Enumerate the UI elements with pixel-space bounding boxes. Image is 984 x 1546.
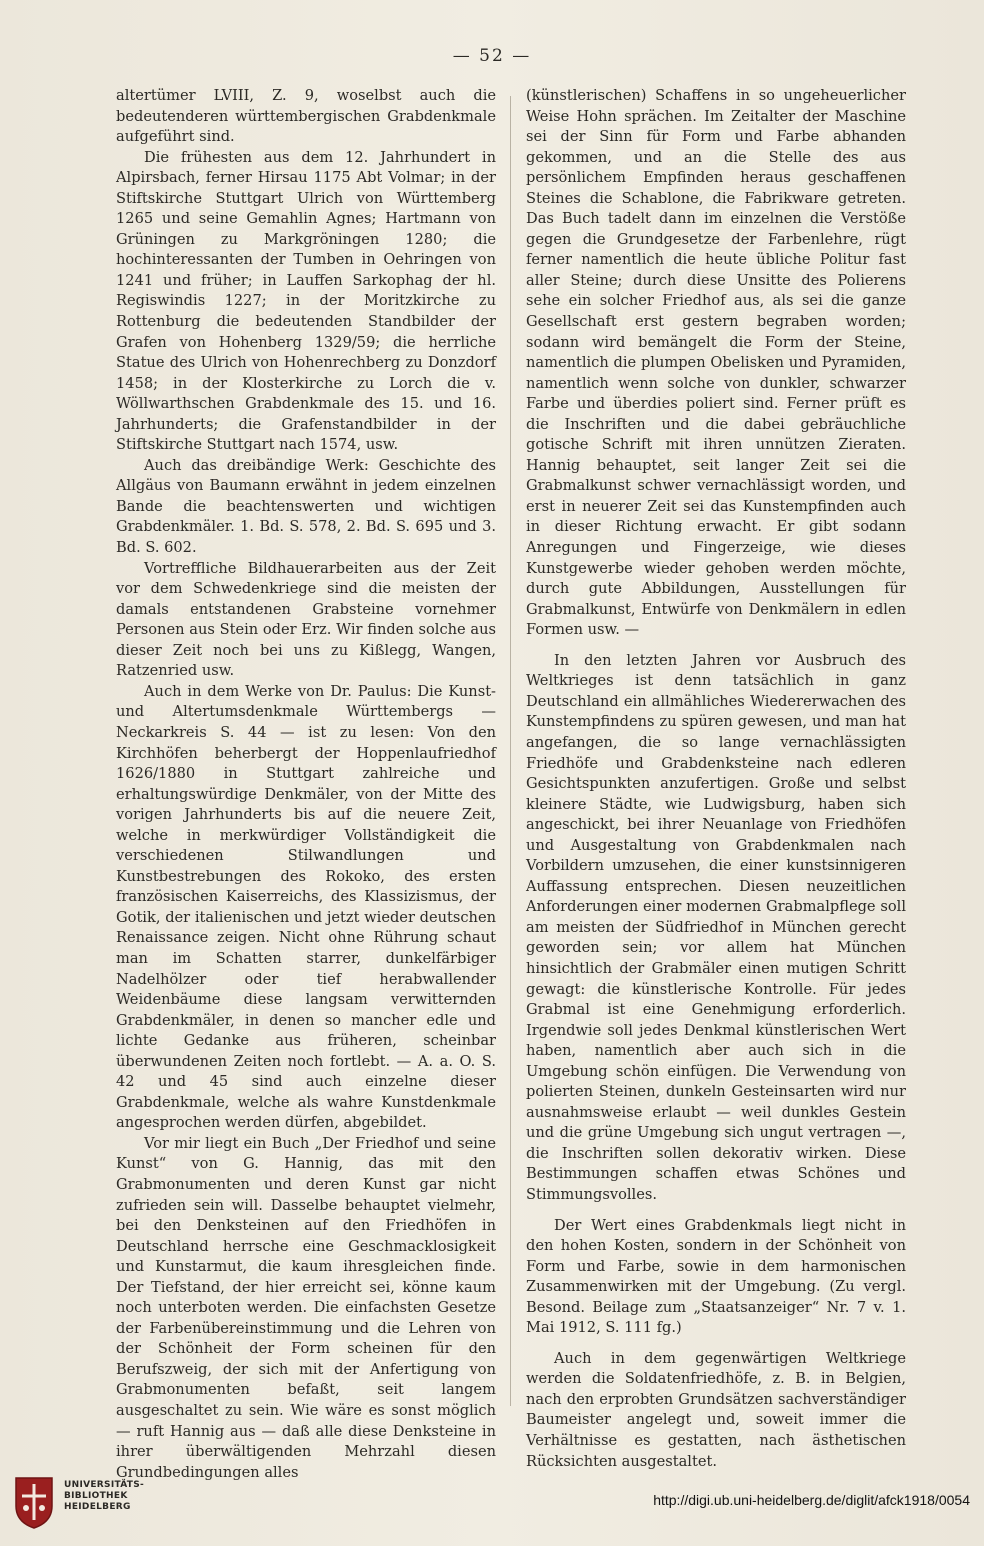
logo-line: BIBLIOTHEK bbox=[64, 1491, 128, 1501]
paragraph: (künstlerischen) Schaffens in so ungeheuerlicher Weise Hohn sprächen. Im Zeitalter der Maschine sei der Sinn für Form und Farbe abhanden gekommen, und an die Stelle des aus persönlichem Empfinden heraus geschaffenen Steines die Schablone, die Fabrikware getreten. Das Buch tadelt dann im einzelnen die Verstöße gegen die Grundgesetze der Farbenlehre, rügt ferner namentlich die heute übliche Politur fast aller Steine; durch diese Unsitte des Polierens sehe ein solcher Friedhof aus, als sei die ganze Gesellschaft erst gestern begraben worden; sodann wird bemängelt die Form der Steine, namentlich die plumpen Obelisken und Pyramiden, namentlich wenn solche von dunkler, schwarzer Farbe und überdies poliert sind. Ferner prüft es die Inschriften und die dabei gebräuchliche gotische Schrift mit ihren unnützen Zieraten. Hannig behauptet, seit langer Zeit sei die Grabmalkunst schwer vernachlässigt worden, und erst in neuerer Zeit sei das Kunstempfinden auch in dieser Richtung erwacht. Er gibt sodann Anregungen und Fingerzeige, wie dieses Kunstgewerbe wieder gehoben werden möchte, durch gute Abbildungen, Ausstellungen für Grabmalkunst, Entwürfe von Denkmälern in edlen Formen usw. — bbox=[526, 87, 906, 639]
library-logo[interactable] bbox=[12, 1474, 212, 1530]
paragraph: Der Wert eines Grabdenkmals liegt nicht in den hohen Kosten, sondern in der Schönheit von Form und Farbe, sowie in dem harmonischen Zusammenwirken mit der Umgebung. (Zu vergl. Besond. Beilage zum „Staatsanzeiger“ Nr. 7 v. 1. Mai 1912, S. 111 fg.) bbox=[526, 1216, 906, 1337]
footer bbox=[0, 1462, 984, 1546]
paragraph: altertümer LVIII, Z. 9, woselbst auch die bedeutenderen württembergischen Grabdenkmale aufgeführt sind. bbox=[116, 87, 496, 146]
logo-line: HEIDELBERG bbox=[64, 1502, 131, 1512]
right-column bbox=[526, 86, 906, 1472]
left-column bbox=[116, 86, 496, 1483]
paragraph: Die frühesten aus dem 12. Jahrhundert in Alpirsbach, ferner Hirsau 1175 Abt Volmar; in der Stiftskirche Stuttgart Ulrich von Württemberg 1265 und seine Gemahlin Agnes; Hartmann von Grüningen zu Markgröningen 1280; die hochinteressanten der Tumben in Oehringen von 1241 und früher; in Lauffen Sarkophag der hl. Regiswindis 1227; in der Moritzkirche zu Rottenburg die bedeutenden Standbilder der Grafen von Hohenberg 1329/59; die herrliche Statue des Ulrich von Hohenrechberg zu Donzdorf 1458; in der Klosterkirche zu Lorch die v. Wöllwarthschen Grabdenkmale des 15. und 16. Jahrhunderts; die Grafenstandbilder in der Stiftskirche Stuttgart nach 1574, usw. bbox=[116, 148, 496, 454]
column-divider bbox=[510, 96, 511, 1406]
paragraph: Auch das dreibändige Werk: Geschichte des Allgäus von Baumann erwähnt in jedem einzelnen Bande die beachtenswerten und wichtigen Grabdenkmäler. 1. Bd. S. 578, 2. Bd. S. 695 und 3. Bd. S. 602. bbox=[116, 456, 496, 557]
library-seal-icon bbox=[12, 1474, 56, 1530]
paragraph: Vor mir liegt ein Buch „Der Friedhof und seine Kunst“ von G. Hannig, das mit den Grabmonumenten und deren Kunst gar nicht zufrieden sein will. Dasselbe behauptet vielmehr, bei den Denksteinen auf den Friedhöfen in Deutschland herrsche eine Geschmacklosigkeit und Kunstarmut, die kaum ihresgleichen finde. Der Tiefstand, der hier erreicht sei, könne kaum noch unterboten werden. Die einfachsten Gesetze der Farbenübereinstimmung und die Lehren von der Schönheit der Form scheinen für den Berufszweig, der sich mit der Anfertigung von Grabmonumenten befaßt, seit langem ausgeschaltet zu sein. Wie wäre es sonst möglich — ruft Hannig aus — daß alle diese Denksteine in ihrer überwältigenden Mehrzahl diesen Grundbedingungen alles bbox=[116, 1134, 496, 1481]
paragraph: Vortreffliche Bildhauerarbeiten aus der Zeit vor dem Schwedenkriege sind die meisten der damals entstandenen Grabsteine vornehmer Personen aus Stein oder Erz. Wir finden solche aus dieser Zeit noch bei uns zu Kißlegg, Wangen, Ratzenried usw. bbox=[116, 559, 496, 680]
paragraph: Auch in dem gegenwärtigen Weltkriege werden die Soldatenfriedhöfe, z. B. in Belgien, nach den erprobten Grundsätzen sachverständiger Baumeister angelegt und, soweit immer die Verhältnisse es gestatten, nach ästhetischen Rücksichten ausgestaltet. bbox=[526, 1349, 906, 1470]
paragraph: Auch in dem Werke von Dr. Paulus: Die Kunst- und Altertumsdenkmale Württembergs — Neckarkreis S. 44 — ist zu lesen: Von den Kirchhöfen beherbergt der Hoppenlaufriedhof 1626/1880 in Stuttgart zahlreiche und erhaltungswürdige Denkmäler, von der Mitte des vorigen Jahrhunderts bis auf die neuere Zeit, welche in merkwürdiger Vollständigkeit die verschiedenen Stilwandlungen und Kunstbestrebungen des Rokoko, des ersten französischen Kaiserreichs, des Klassizismus, der Gotik, der italienischen und jetzt wieder deutschen Renaissance zeigen. Nicht ohne Rührung schaut man im Schatten starrer, dunkelfärbiger Nadelhölzer oder tief herabwallender Weidenbäume diese langsam verwitternden Grabdenkmäler, in denen so mancher edle und lichte Gedanke aus früheren, scheinbar überwundenen Zeiten noch fortlebt. — A. a. O. S. 42 und 45 sind auch einzelne dieser Grabdenkmale, welche als wahre Kunstdenkmale angesprochen werden dürfen, abgebildet. bbox=[116, 682, 496, 1132]
logo-text bbox=[64, 1480, 144, 1513]
page-number: — 52 — bbox=[452, 46, 532, 66]
logo-line: UNIVERSITÄTS- bbox=[64, 1480, 145, 1490]
source-url-link[interactable]: http://digi.ub.uni-heidelberg.de/diglit/afck1918/0054 bbox=[653, 1492, 970, 1508]
paragraph: In den letzten Jahren vor Ausbruch des Weltkrieges ist denn tatsächlich in ganz Deutschland ein allmähliches Wiedererwachen des Kunstempfindens zu spüren gewesen, und man hat angefangen, die so lange vernachlässigten Friedhöfe und Grabdenksteine nach edleren Gesichtspunkten anzufertigen. Große und selbst kleinere Städte, wie Ludwigsburg, haben sich angeschickt, bei ihrer Neuanlage von Friedhöfen und Ausgestaltung von Grabdenkmalen nach Vorbildern umzusehen, die einer kunstsinnigeren Auffassung entsprechen. Diesen neuzeitlichen Anforderungen einer modernen Grabmalpflege soll am meisten der Südfriedhof in München gerecht geworden sein; vor allem hat München hinsichtlich der Grabmäler einen mutigen Schritt gewagt: die künstlerische Kontrolle. Für jedes Grabmal ist eine Genehmigung erforderlich. Irgendwie soll jedes Denkmal künstlerischen Wert haben, namentlich aber auch sich in die Umgebung schön einfügen. Die Verwendung von polierten Steinen, dunkeln Gesteinsarten wird nur ausnahmsweise erlaubt — weil dunkles Gestein und die grüne Umgebung sich ungut vertragen —, die Inschriften sollen dekorativ wirken. Diese Bestimmungen schaffen etwas Schönes und Stimmungsvolles. bbox=[526, 651, 906, 1203]
